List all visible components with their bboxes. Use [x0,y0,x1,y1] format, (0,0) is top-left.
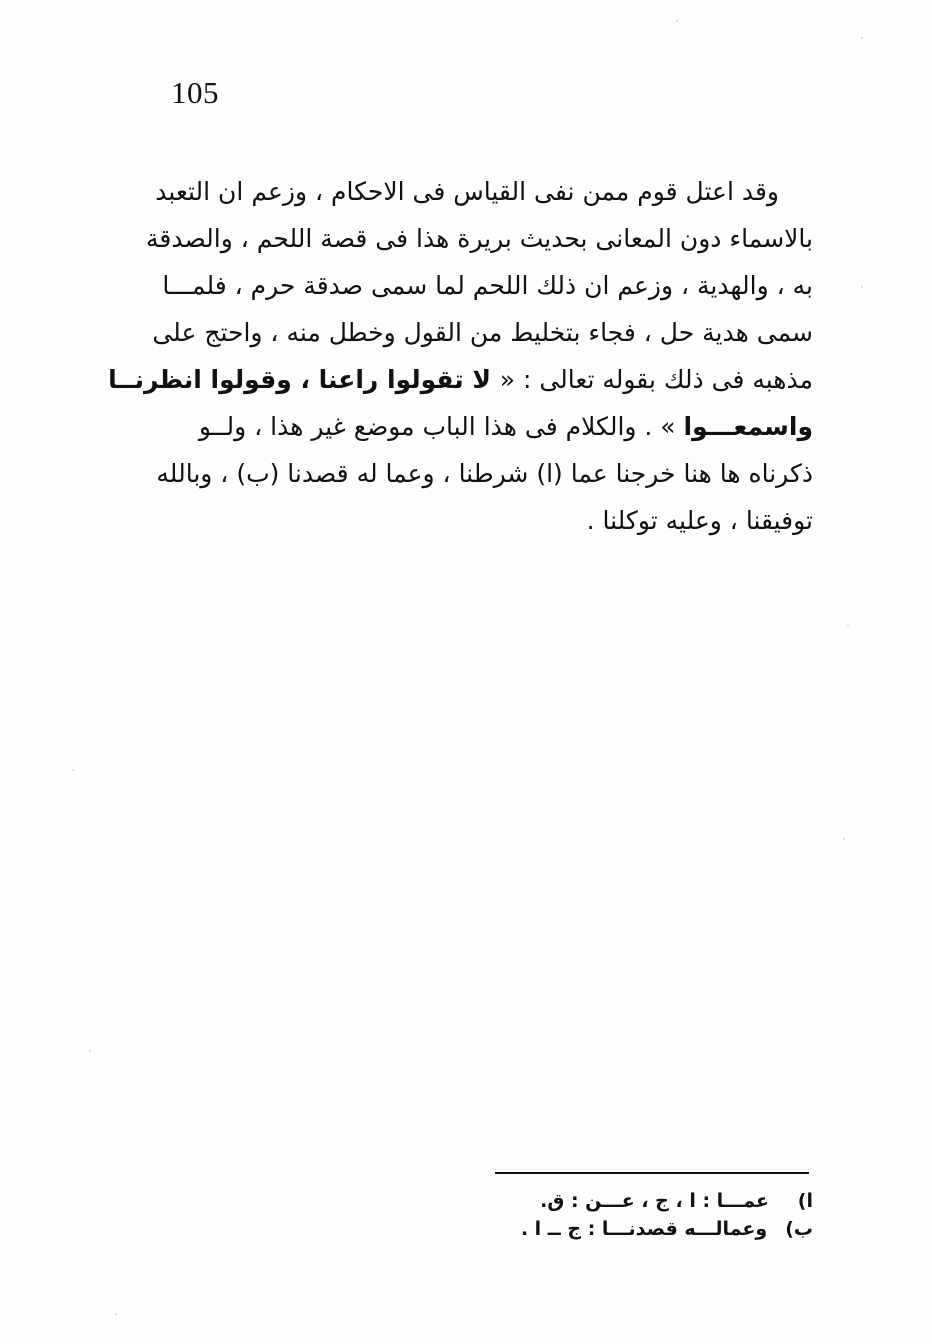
text-line [143,168,813,215]
text-line: توفيقنا ، وعليه توكلنا . [586,506,813,535]
footnote-b [470,1215,813,1243]
scan-speck [861,37,863,39]
footnote-divider [495,1172,809,1174]
text-line [108,356,813,403]
text-line: سمى هدية حل ، فجاء بتخليط من القول وخطل منه ، واحتج على [152,318,813,347]
scan-speck [72,769,74,771]
text-line: به ، والهدية ، وزعم ان ذلك اللحم لما سمى صدقة حرم ، فلمـــا [162,271,813,300]
footnote-marker: ب) [785,1218,813,1240]
text-line-content: وقد اعتل قوم ممن نفى القياس فى الاحكام ، وزعم ان التعبد [155,177,779,206]
scan-speck [115,1313,117,1315]
page-number: 105 [171,75,219,110]
scan-speck [843,838,845,840]
footnote-text: وعمالـــه قصدنـــا : ج ــ ا . [520,1218,768,1240]
footnote-text: عمـــا : ا ، ج ، عـــن : ق. [540,1190,769,1212]
scan-speck [89,1050,91,1052]
footnote-marker: ا) [797,1190,813,1212]
footnote-a [470,1187,813,1215]
scan-speck [861,286,863,288]
quote-closing-text: » . والكلام فى هذا الباب موضع غير هذا ، ولــو [198,412,684,441]
text-line: بالاسماء دون المعانى بحديث بريرة هذا فى قصة اللحم ، والصدقة [145,224,813,253]
quran-quote-continuation: واسمعـــوا [683,412,813,441]
text-line: ذكرناه ها هنا خرجنا عما (ا) شرطنا ، وعما له قصدنا (ب) ، وبالله [156,459,813,488]
text-line [143,403,813,450]
footnotes [470,1187,813,1243]
quran-quote-text: لا تقولوا راعنا ، وقولوا انظرنــا [108,365,500,394]
scan-speck [847,625,849,627]
quote-intro-text: مذهبه فى ذلك بقوله تعالى : « [499,365,813,394]
main-text-block [108,168,813,544]
scan-speck [676,20,678,22]
